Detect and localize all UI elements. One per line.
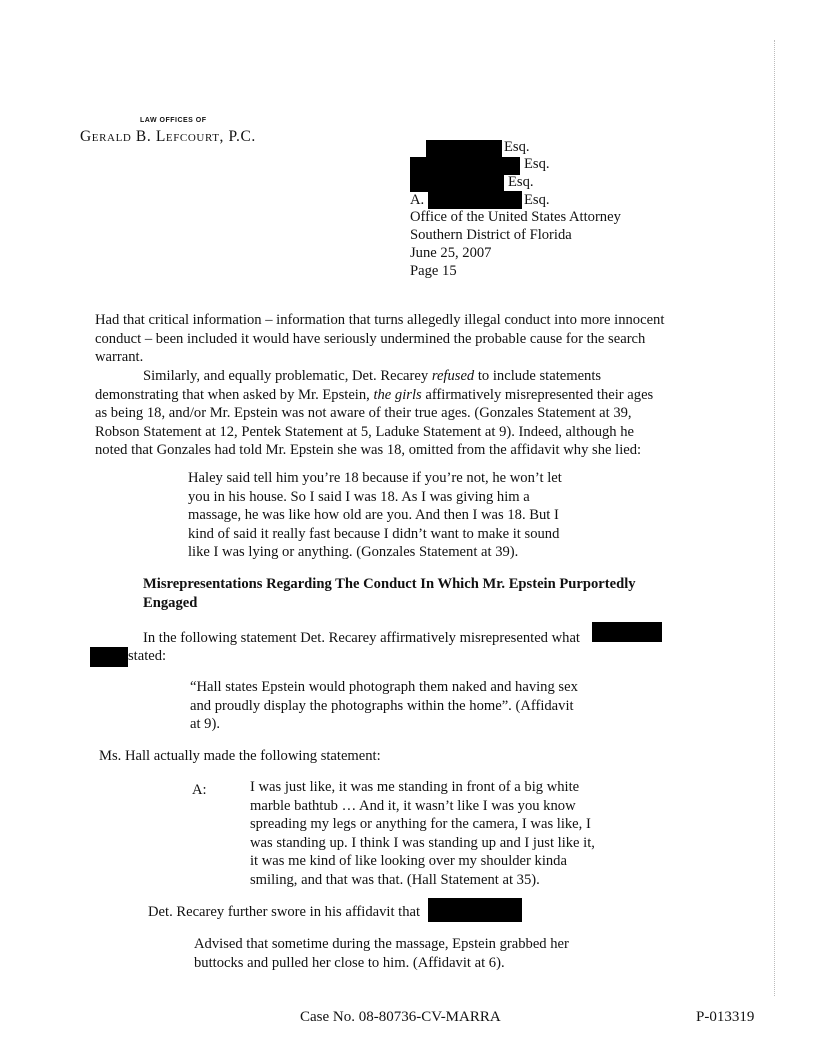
block-quote-hall xyxy=(250,778,595,890)
emphasis-the-girls: the girls xyxy=(373,386,422,403)
text-run: Similarly, and equally problematic, Det. Recarey xyxy=(143,368,432,384)
paragraph-misrepresented-line2: stated: xyxy=(128,648,167,664)
text-run: affirmatively misrepresented their ages xyxy=(421,386,654,403)
redaction-box xyxy=(592,622,662,642)
quote-line: was standing up. I think I was standing up and I just like it, xyxy=(250,834,595,851)
redaction-box xyxy=(410,174,504,192)
redaction-box xyxy=(410,157,520,175)
text-line: as being 18, and/or Mr. Epstein was not aware of their true ages. (Gonzales Statement at 39, xyxy=(95,405,632,422)
heading-line: Engaged xyxy=(143,594,198,611)
quote-line: and proudly display the photographs within the home”. (Affidavit xyxy=(190,697,574,714)
page-number: Page 15 xyxy=(410,263,457,279)
quote-line: Advised that sometime during the massage, Epstein grabbed her xyxy=(194,936,569,952)
block-quote-gonzales xyxy=(188,469,562,562)
quote-line: it was me kind of like looking over my shoulder kinda xyxy=(250,853,567,870)
redaction-box xyxy=(428,898,522,922)
quote-line: smiling, and that was that. (Hall Statement at 35). xyxy=(250,871,540,888)
quote-line: Haley said tell him you’re 18 because if you’re not, he won’t let xyxy=(188,470,562,486)
text-line: warrant. xyxy=(95,349,144,366)
paragraph-misrepresented-line1: In the following statement Det. Recarey affirmatively misrepresented what xyxy=(143,630,580,646)
quote-line: I was just like, it was me standing in front of a big white xyxy=(250,779,580,795)
redaction-box xyxy=(426,140,502,158)
quote-line: buttocks and pulled her close to him. (Affidavit at 6). xyxy=(194,954,505,971)
text-line: conduct – been included it would have seriously undermined the probable cause for the search xyxy=(95,330,646,347)
quote-line: like I was lying or anything. (Gonzales Statement at 39). xyxy=(188,544,519,561)
addressee-office: Office of the United States Attorney xyxy=(410,209,621,225)
bates-number: P-013319 xyxy=(696,1009,755,1025)
text-run: demonstrating that when asked by Mr. Epstein, xyxy=(95,386,374,403)
addressee-line2-suffix: Esq. xyxy=(524,156,550,172)
text-line xyxy=(95,386,653,405)
text-line: Robson Statement at 12, Pentek Statement at 5, Laduke Statement at 9). Indeed, although he xyxy=(95,423,635,440)
redaction-box xyxy=(90,647,128,667)
letterhead-label: LAW OFFICES OF xyxy=(140,117,207,124)
addressee-line4-prefix: A. xyxy=(410,192,425,208)
quote-line: massage, he was like how old are you. And then I was 18. But I xyxy=(188,507,559,524)
paragraph-probable-cause xyxy=(95,311,664,367)
letter-date: June 25, 2007 xyxy=(410,245,492,261)
quote-line: marble bathtub … And it, it wasn’t like I was you know xyxy=(250,797,576,814)
block-quote-buttocks xyxy=(194,935,569,972)
paragraph-further-swore: Det. Recarey further swore in his affidavit that xyxy=(148,904,421,920)
case-number: Case No. 08-80736-CV-MARRA xyxy=(300,1009,501,1025)
text-line: Had that critical information – information that turns allegedly illegal conduct into more innocent xyxy=(95,312,665,328)
addressee-line4-suffix: Esq. xyxy=(524,192,550,208)
quote-line: “Hall states Epstein would photograph them naked and having sex xyxy=(190,679,578,695)
scan-edge xyxy=(774,40,776,996)
section-heading xyxy=(143,575,636,612)
text-run: to include statements xyxy=(474,368,602,384)
addressee-district: Southern District of Florida xyxy=(410,227,572,243)
emphasis-refused: refused xyxy=(431,368,475,384)
block-quote-affidavit xyxy=(190,678,578,734)
paragraph-refused-statements xyxy=(95,367,653,460)
addressee-line3-suffix: Esq. xyxy=(508,174,534,190)
heading-line: Misrepresentations Regarding The Conduct In Which Mr. Epstein Purportedly xyxy=(143,576,636,592)
text-line: noted that Gonzales had told Mr. Epstein she was 18, omitted from the affidavit why she lied: xyxy=(95,442,642,459)
letterhead-firm: Gerald B. Lefcourt, P.C. xyxy=(80,128,256,145)
text-line xyxy=(95,367,653,386)
quote-line: at 9). xyxy=(190,716,220,733)
paragraph-hall-statement: Ms. Hall actually made the following statement: xyxy=(99,748,381,764)
quote-line: spreading my legs or anything for the camera, I was like, I xyxy=(250,816,591,833)
qa-label: A: xyxy=(192,782,207,798)
addressee-line1-suffix: Esq. xyxy=(504,139,530,155)
redaction-box xyxy=(428,191,522,209)
quote-line: you in his house. So I said I was 18. As I was giving him a xyxy=(188,488,530,505)
quote-line: kind of said it really fast because I didn’t want to make it sound xyxy=(188,525,560,542)
